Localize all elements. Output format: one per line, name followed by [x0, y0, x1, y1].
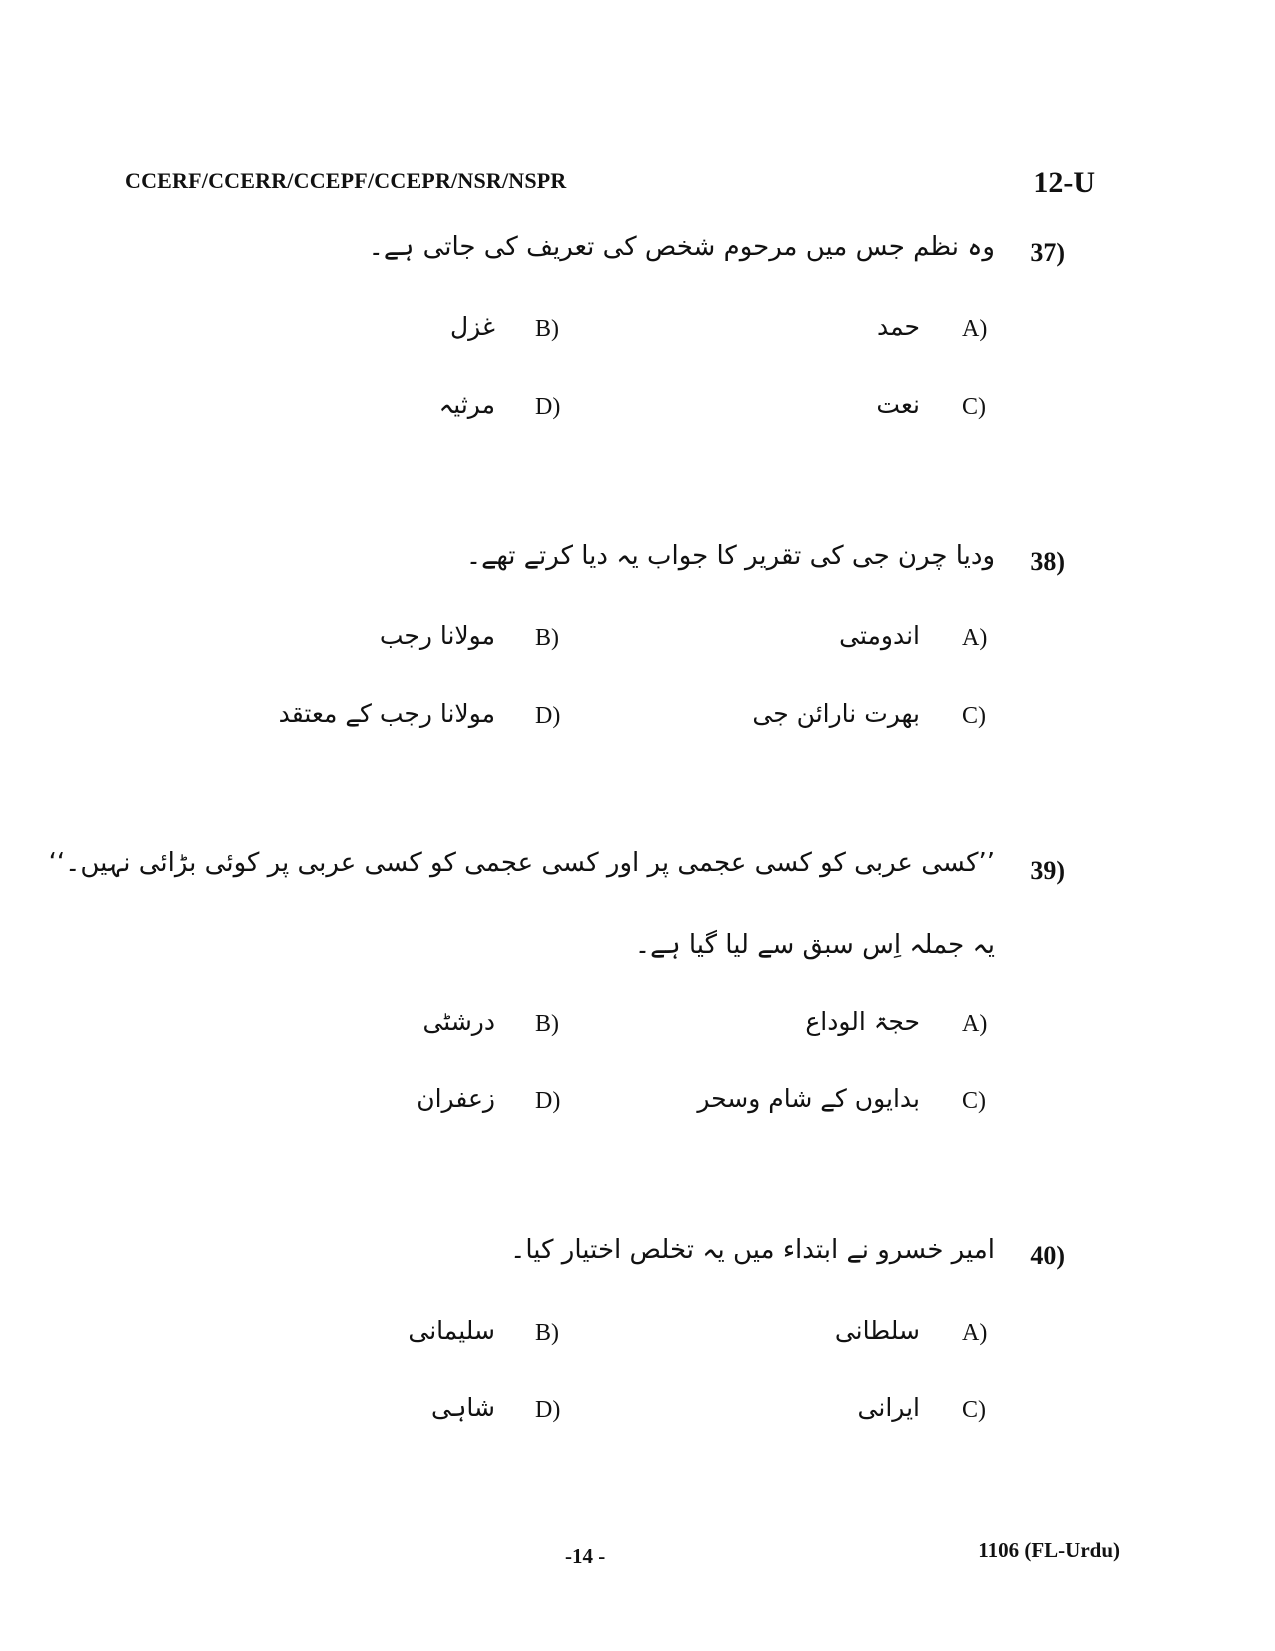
exam-code: CCERF/CCERR/CCEPF/CCEPR/NSR/NSPR [125, 168, 567, 193]
option-d-label: D) [535, 394, 561, 420]
option-a-text[interactable]: سلطانی [834, 1316, 920, 1345]
question-text: امیر خسرو نے ابتداء میں یہ تخلص اختیار کیا۔ [510, 1235, 995, 1265]
option-a-text[interactable]: حمد [876, 312, 920, 341]
option-c-text[interactable]: نعت [876, 390, 920, 419]
option-a-label: A) [962, 625, 988, 651]
option-c-label: C) [962, 1088, 986, 1114]
option-d-text[interactable]: شاہی [430, 1393, 495, 1422]
question-number: 38) [1030, 547, 1065, 576]
option-d-label: D) [535, 1088, 561, 1114]
option-c-text[interactable]: بدایوں کے شام وسحر [697, 1084, 920, 1113]
option-c-label: C) [962, 1397, 986, 1423]
option-a-text[interactable]: اندومتی [839, 621, 920, 650]
option-d-label: D) [535, 1397, 561, 1423]
footer-paper-code: 1106 (FL-Urdu) [978, 1538, 1120, 1562]
option-c-label: C) [962, 703, 986, 729]
option-c-text[interactable]: ایرانی [857, 1393, 920, 1422]
question-number: 37) [1030, 238, 1065, 267]
option-b-text[interactable]: سلیمانی [408, 1316, 495, 1345]
option-b-label: B) [535, 1011, 559, 1037]
question-text-line-1: ’’کسی عربی کو کسی عجمی پر اور کسی عجمی کو کسی عربی پر کوئی بڑائی نہیں۔‘‘ [48, 848, 995, 878]
question-text-line-2: یہ جملہ اِس سبق سے لیا گیا ہے۔ [634, 930, 995, 960]
option-c-text[interactable]: بھرت نارائن جی [752, 699, 920, 728]
paper-code: 12-U [1033, 166, 1095, 199]
option-d-label: D) [535, 703, 561, 729]
option-b-label: B) [535, 625, 559, 651]
page-number: -14 - [565, 1544, 606, 1568]
question-number: 40) [1030, 1241, 1065, 1270]
option-a-label: A) [962, 1011, 988, 1037]
option-c-label: C) [962, 394, 986, 420]
option-a-label: A) [962, 316, 988, 342]
question-text: ودیا چرن جی کی تقریر کا جواب یہ دیا کرتے تھے۔ [465, 541, 995, 571]
option-d-text[interactable]: مرثیہ [438, 390, 495, 419]
option-b-label: B) [535, 1320, 559, 1346]
option-a-text[interactable]: حجۃ الوداع [805, 1007, 920, 1036]
option-b-label: B) [535, 316, 559, 342]
question-text: وہ نظم جس میں مرحوم شخص کی تعریف کی جاتی ہے۔ [368, 232, 995, 262]
option-d-text[interactable]: زعفران [416, 1084, 495, 1113]
option-b-text[interactable]: غزل [449, 312, 495, 341]
question-number: 39) [1030, 856, 1065, 885]
option-b-text[interactable]: مولانا رجب [379, 621, 495, 650]
option-b-text[interactable]: درشٹی [422, 1007, 495, 1036]
option-a-label: A) [962, 1320, 988, 1346]
option-d-text[interactable]: مولانا رجب کے معتقد [278, 699, 495, 728]
